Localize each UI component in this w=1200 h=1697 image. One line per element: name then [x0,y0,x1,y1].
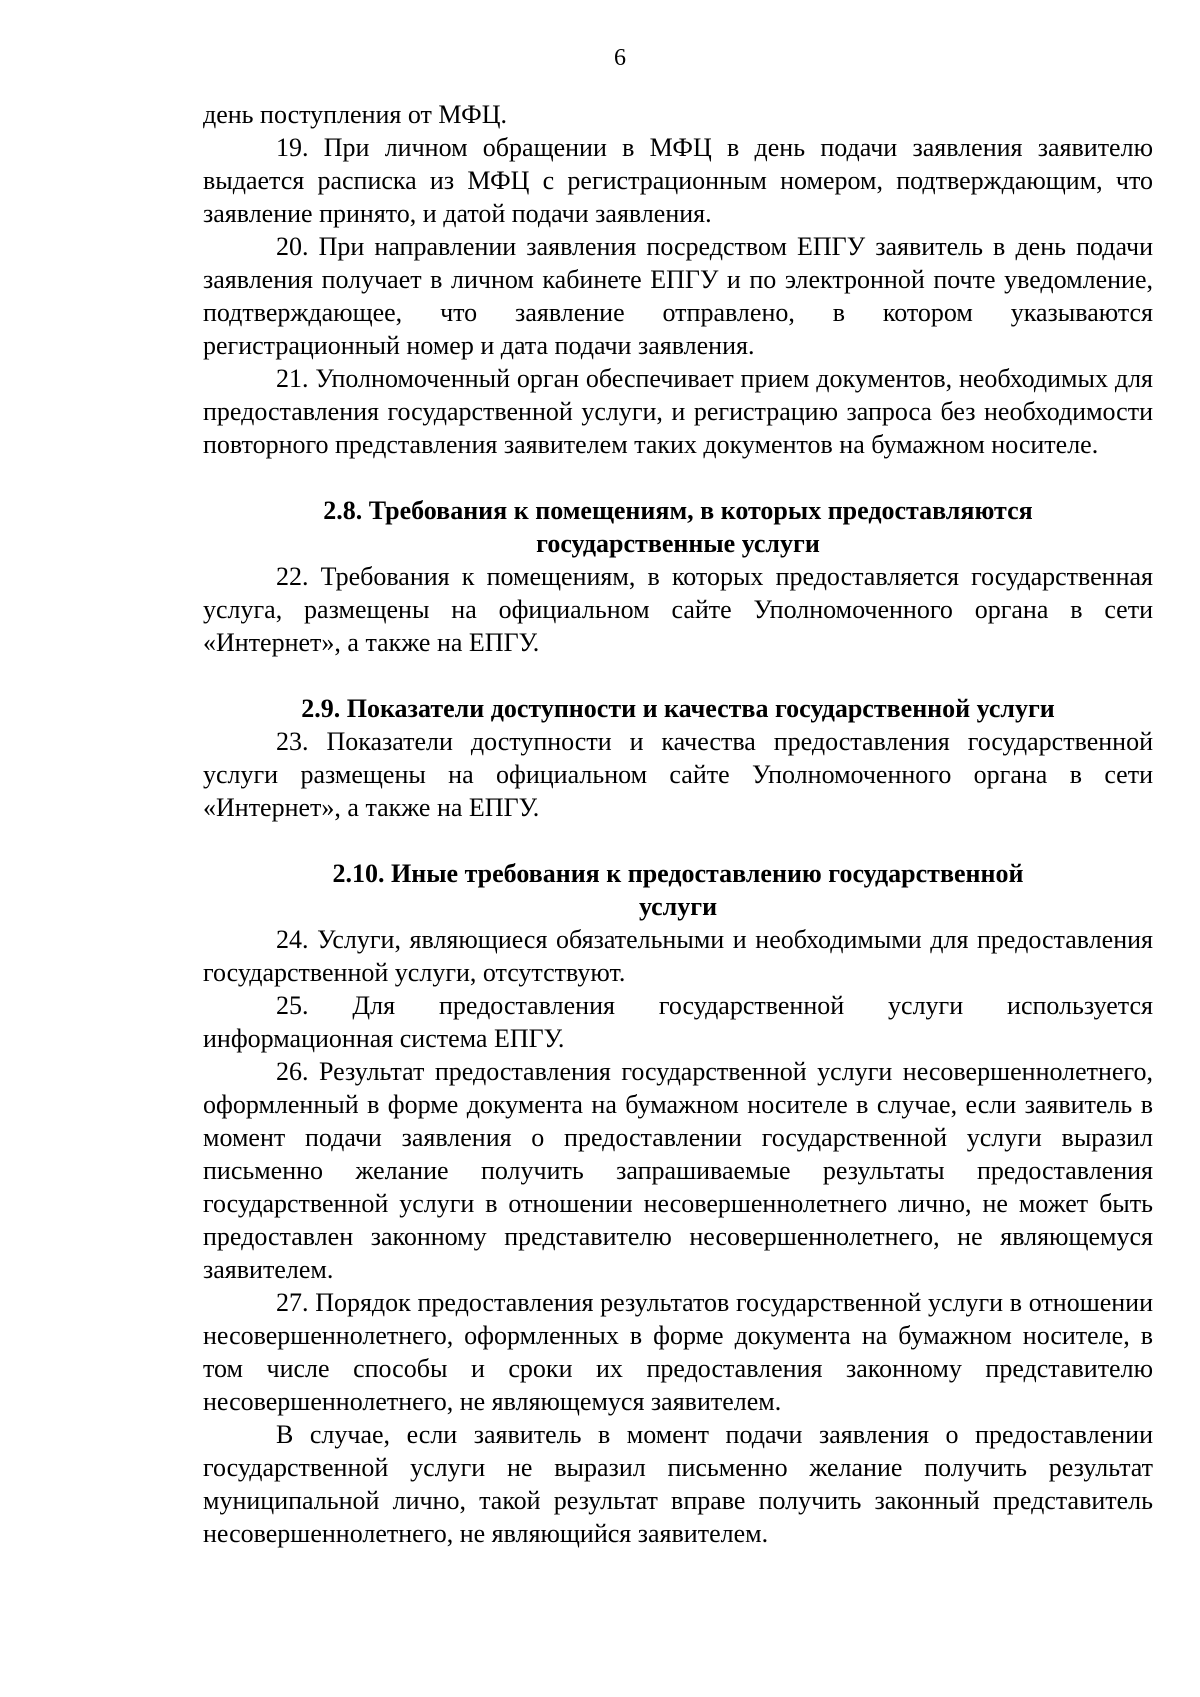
section-heading-2-8 [203,494,1153,560]
paragraph-20: 20. При направлении заявления посредством ЕПГУ заявитель в день подачи заявления получает в личном кабинете ЕПГУ и по электронной почте уведомление, подтверждающее, что заявление отправлено, в котором указываются регистрационный номер и дата подачи заявления. [203,232,1153,360]
section-heading-2-9 [203,692,1153,725]
heading-line: 2.10. Иные требования к предоставлению государственной [332,859,1024,888]
paragraph-19: 19. При личном обращении в МФЦ в день подачи заявления заявителю выдается расписка из МФЦ с регистрационным номером, подтверждающим, что заявление принято, и датой подачи заявления. [203,133,1153,228]
page-number: 6 [614,45,626,71]
heading-line: 2.9. Показатели доступности и качества государственной услуги [301,694,1055,723]
paragraph-22: 22. Требования к помещениям, в которых предоставляется государственная услуга, размещены на официальном сайте Уполномоченного органа в сети «Интернет», а также на ЕПГУ. [203,562,1153,657]
heading-line: государственные услуги [536,529,820,558]
paragraph-23: 23. Показатели доступности и качества предоставления государственной услуги размещены на официальном сайте Уполномоченного органа в сети «Интернет», а также на ЕПГУ. [203,727,1153,822]
heading-line: 2.8. Требования к помещениям, в которых предоставляются [323,496,1033,525]
paragraph-21: 21. Уполномоченный орган обеспечивает прием документов, необходимых для предоставления государственной услуги, и регистрацию запроса без необходимости повторного представления заявителем таких документов на бумажном носителе. [203,364,1153,459]
paragraph-27: 27. Порядок предоставления результатов государственной услуги в отношении несовершеннолетнего, оформленных в форме документа на бумажном носителе, в том числе способы и сроки их предоставления законному представителю несовершеннолетнего, не являющемуся заявителем. [203,1288,1153,1416]
paragraph-final: В случае, если заявитель в момент подачи заявления о предоставлении государственной услуги не выразил письменно желание получить результат муниципальной лично, такой результат вправе получить законный представитель несовершеннолетнего, не являющийся заявителем. [203,1420,1153,1548]
paragraph-25: 25. Для предоставления государственной услуги используется информационная система ЕПГУ. [203,991,1153,1053]
paragraph-24: 24. Услуги, являющиеся обязательными и необходимыми для предоставления государственной услуги, отсутствуют. [203,925,1153,987]
paragraph-26: 26. Результат предоставления государственной услуги несовершеннолетнего, оформленный в форме документа на бумажном носителе в случае, если заявитель в момент подачи заявления о предоставлении государственной услуги выразил письменно желание получить запрашиваемые результаты предоставления государственной услуги в отношении несовершеннолетнего лично, не может быть предоставлен законному представителю несовершеннолетнего, не являющемуся заявителем. [203,1057,1153,1284]
heading-line: услуги [638,892,718,921]
paragraph-continuation: день поступления от МФЦ. [203,100,507,129]
document-body [203,98,1153,1550]
section-heading-2-10 [203,857,1153,923]
